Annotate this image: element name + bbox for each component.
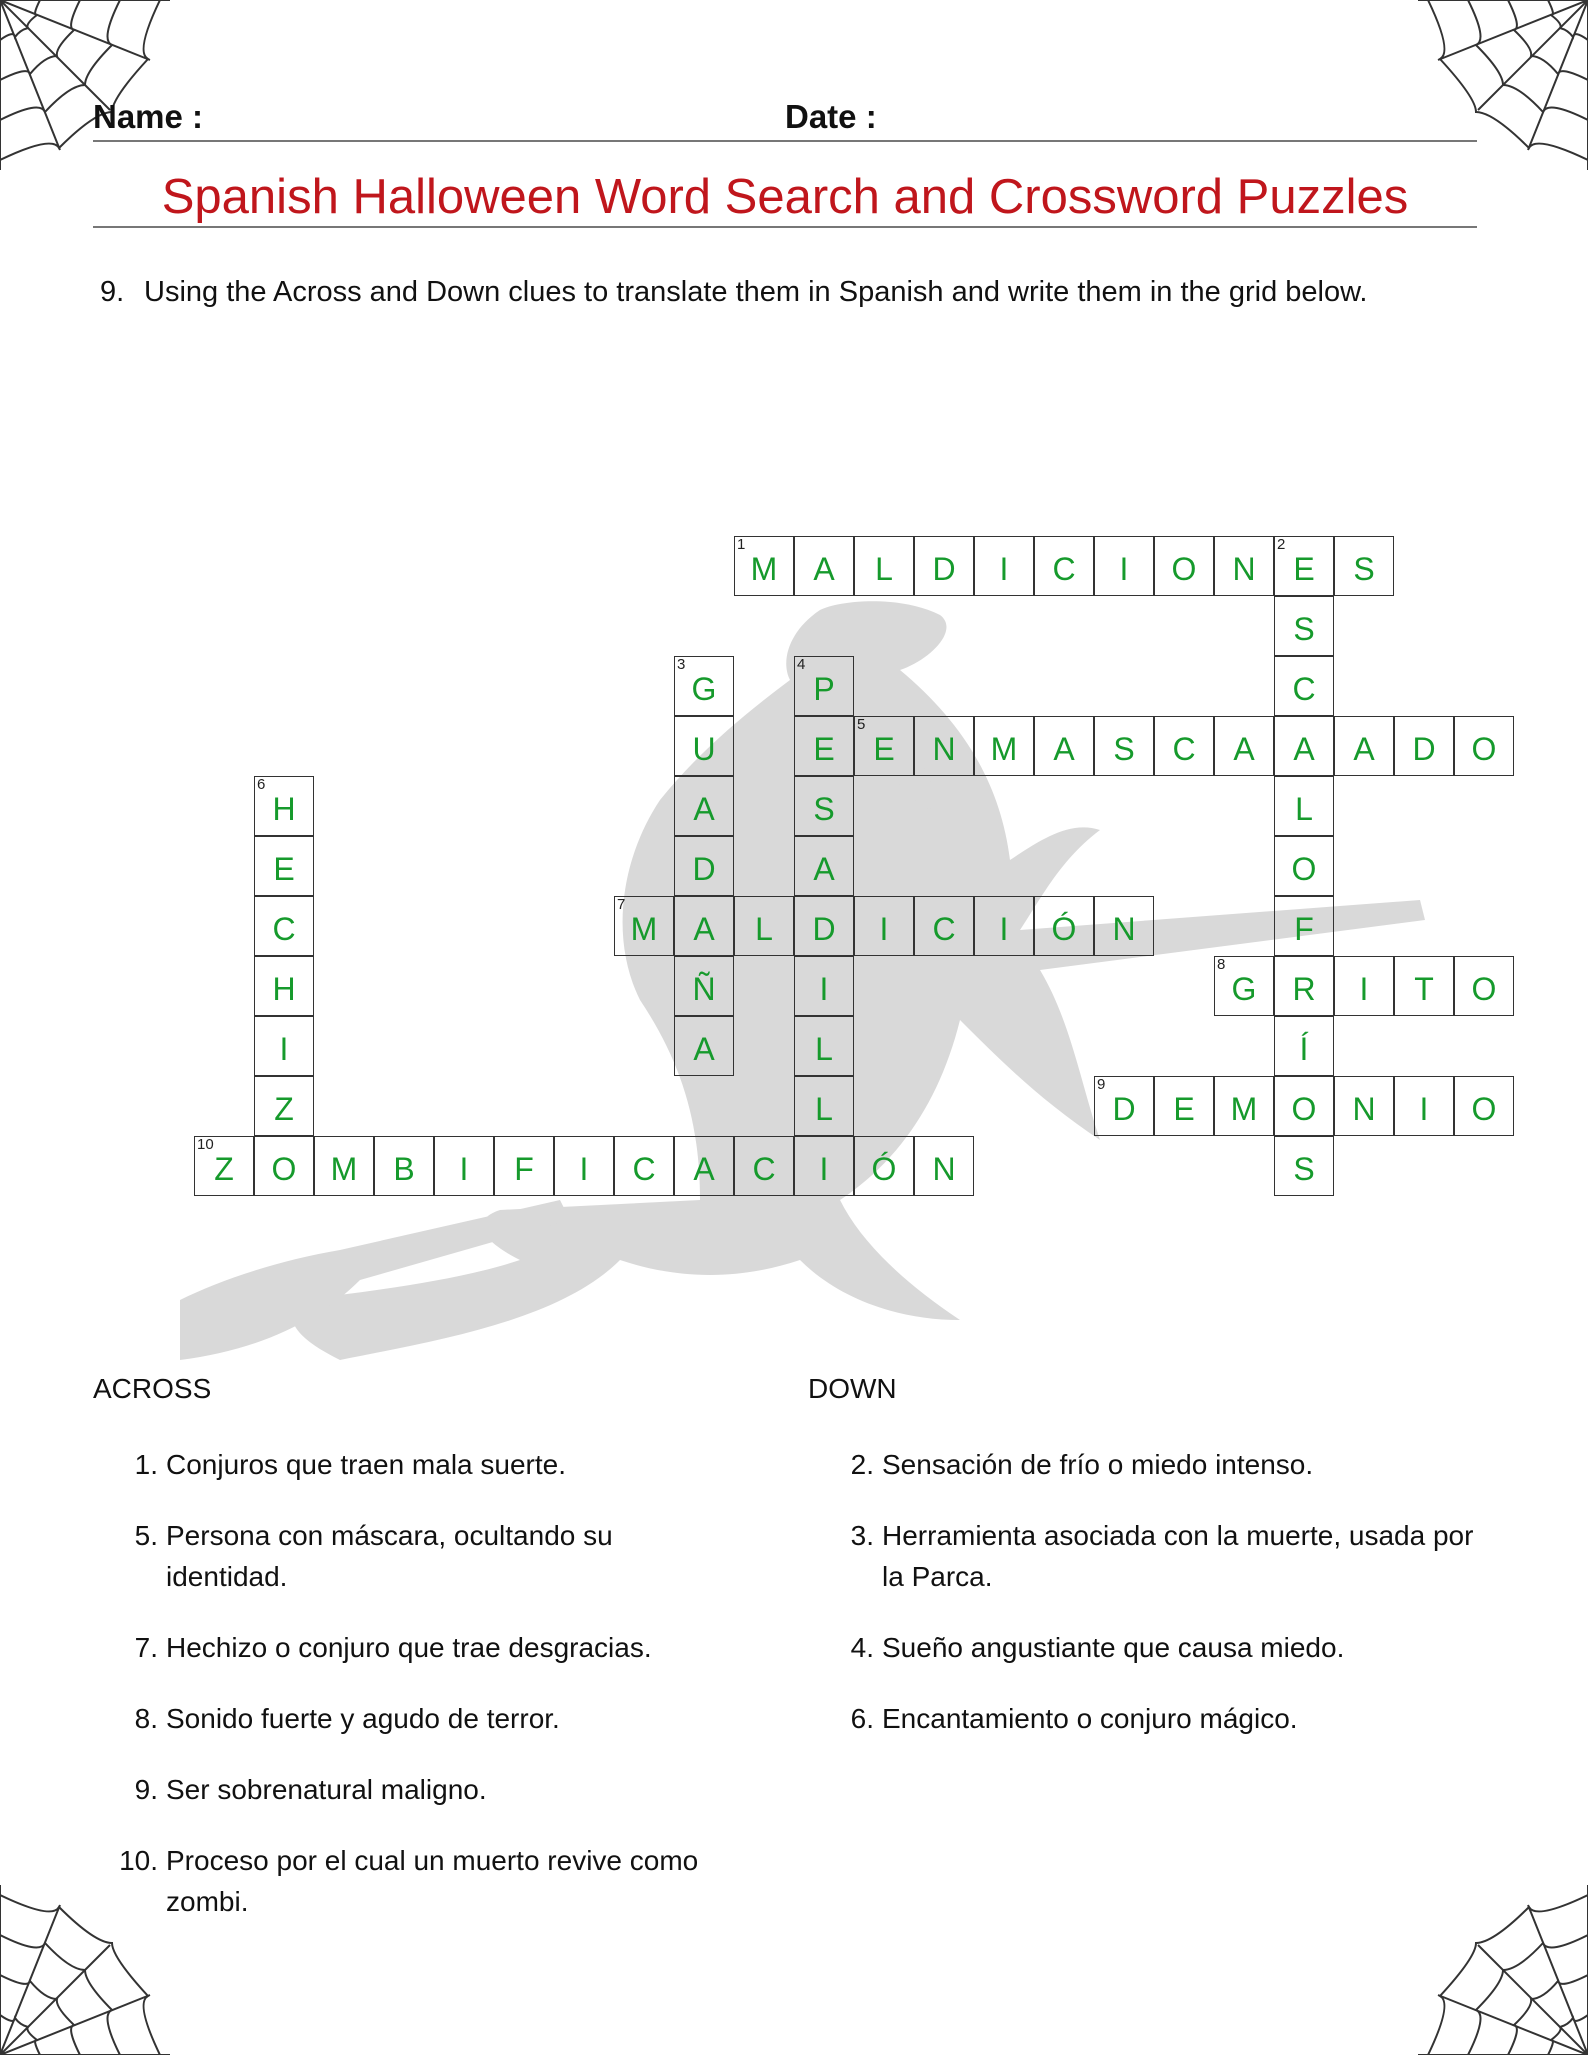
answer-letter: D <box>1112 1091 1136 1127</box>
crossword-cell <box>254 836 314 896</box>
answer-letter: H <box>272 971 296 1007</box>
clue-number: 6. <box>850 1703 874 1734</box>
crossword-cell <box>1274 836 1334 896</box>
answer-letter: O <box>1291 1091 1317 1127</box>
crossword-cell <box>194 1136 254 1196</box>
crossword-cell <box>794 1136 854 1196</box>
clue-text: Proceso por el cual un muerto revive como zombi. <box>166 1845 699 1917</box>
answer-letter: A <box>693 1031 715 1067</box>
answer-letter: N <box>1112 911 1136 947</box>
crossword-cell <box>674 956 734 1016</box>
answer-letter: I <box>819 971 829 1007</box>
clue-number: 7. <box>134 1632 158 1663</box>
crossword-cell <box>854 896 914 956</box>
answer-letter: M <box>990 731 1018 767</box>
clue-number: 8. <box>134 1703 158 1734</box>
crossword-cell <box>1394 956 1454 1016</box>
answer-letter: I <box>279 1031 289 1067</box>
crossword-cell <box>1094 716 1154 776</box>
across-clue <box>134 1769 726 1810</box>
answer-letter: A <box>693 791 715 827</box>
answer-letter: S <box>1293 1151 1315 1187</box>
answer-letter: A <box>1053 731 1075 767</box>
cobweb-icon <box>1418 1885 1588 2055</box>
answer-letter: A <box>1233 731 1255 767</box>
crossword-cell <box>1274 1016 1334 1076</box>
crossword-cell <box>1334 1076 1394 1136</box>
answer-letter: D <box>932 551 956 587</box>
crossword-cell <box>1274 956 1334 1016</box>
crossword-cell <box>1454 956 1514 1016</box>
crossword-cell <box>1454 716 1514 776</box>
answer-letter: I <box>999 551 1009 587</box>
crossword-cell <box>1274 656 1334 716</box>
answer-letter: A <box>1293 731 1315 767</box>
crossword-cell <box>374 1136 434 1196</box>
answer-letter: D <box>812 911 836 947</box>
crossword-cell <box>914 1136 974 1196</box>
crossword-cell <box>1214 956 1274 1016</box>
answer-letter: O <box>1171 551 1197 587</box>
crossword-cell <box>974 716 1034 776</box>
answer-letter: I <box>459 1151 469 1187</box>
crossword-cell <box>914 896 974 956</box>
crossword-cell <box>254 776 314 836</box>
clue-number-marker: 6 <box>257 776 266 793</box>
clue-text: Encantamiento o conjuro mágico. <box>882 1703 1298 1734</box>
crossword-cell <box>1454 1076 1514 1136</box>
crossword-cell <box>1274 1076 1334 1136</box>
clue-number: 9. <box>134 1774 158 1805</box>
crossword-cell <box>554 1136 614 1196</box>
answer-letter: A <box>813 851 835 887</box>
answer-letter: B <box>393 1151 415 1187</box>
crossword-cell <box>614 896 674 956</box>
down-heading: DOWN <box>808 1373 897 1404</box>
clue-number-marker: 2 <box>1277 536 1286 553</box>
crossword-cell <box>854 536 914 596</box>
crossword-cell <box>914 716 974 776</box>
answer-letter: S <box>813 791 835 827</box>
date-label: Date : <box>785 98 877 135</box>
answer-letter: T <box>1414 971 1434 1007</box>
clue-number-marker: 7 <box>617 896 626 913</box>
answer-letter: G <box>691 671 717 707</box>
crossword-cell <box>254 956 314 1016</box>
crossword-cell <box>794 716 854 776</box>
answer-letter: L <box>815 1031 833 1067</box>
answer-letter: M <box>750 551 778 587</box>
clue-text: Ser sobrenatural maligno. <box>166 1774 487 1805</box>
crossword-cell <box>614 1136 674 1196</box>
answer-letter: C <box>632 1151 656 1187</box>
crossword-cell <box>1094 1076 1154 1136</box>
answer-letter: N <box>1232 551 1256 587</box>
answer-letter: A <box>813 551 835 587</box>
answer-letter: C <box>1052 551 1076 587</box>
across-clue <box>134 1627 786 1668</box>
across-heading: ACROSS <box>93 1373 212 1404</box>
answer-letter: E <box>1293 551 1315 587</box>
crossword-cell <box>254 896 314 956</box>
name-label: Name : <box>93 98 204 135</box>
crossword-cell <box>1214 716 1274 776</box>
crossword-cell <box>734 536 794 596</box>
crossword-cell <box>794 956 854 1016</box>
answer-letter: C <box>1172 731 1196 767</box>
crossword-cell <box>974 536 1034 596</box>
answer-letter: Ó <box>871 1151 897 1187</box>
clue-text: Conjuros que traen mala suerte. <box>166 1449 566 1480</box>
answer-letter: O <box>1471 971 1497 1007</box>
answer-letter: Z <box>274 1091 294 1127</box>
clue-number: 4. <box>850 1632 874 1663</box>
crossword-cell <box>434 1136 494 1196</box>
clue-number-marker: 3 <box>677 656 686 673</box>
crossword-cell <box>1274 596 1334 656</box>
crossword-cell <box>1034 536 1094 596</box>
answer-letter: C <box>1292 671 1316 707</box>
crossword-cell <box>1034 716 1094 776</box>
crossword-cell <box>1274 716 1334 776</box>
crossword-cell <box>1334 956 1394 1016</box>
clue-number: 2. <box>850 1449 874 1480</box>
crossword-cell <box>854 716 914 776</box>
crossword-cell <box>674 1016 734 1076</box>
answer-letter: Z <box>214 1151 234 1187</box>
clue-number-marker: 10 <box>197 1136 214 1153</box>
crossword-cell <box>1274 776 1334 836</box>
crossword-cell <box>1334 716 1394 776</box>
crossword-cell <box>734 896 794 956</box>
clue-text: Sensación de frío o miedo intenso. <box>882 1449 1314 1480</box>
answer-letter: I <box>879 911 889 947</box>
crossword-cell <box>1034 896 1094 956</box>
answer-letter: D <box>692 851 716 887</box>
crossword-cell <box>794 656 854 716</box>
down-clue <box>850 1515 1502 1597</box>
crossword-cell <box>1094 536 1154 596</box>
answer-letter: G <box>1231 971 1257 1007</box>
answer-letter: H <box>272 791 296 827</box>
answer-letter: E <box>1173 1091 1195 1127</box>
crossword-cell <box>254 1136 314 1196</box>
crossword-cell <box>734 1136 794 1196</box>
crossword-cell <box>1094 896 1154 956</box>
crossword-cell <box>1214 536 1274 596</box>
answer-letter: I <box>999 911 1009 947</box>
answer-letter: F <box>1294 911 1314 947</box>
answer-letter: I <box>579 1151 589 1187</box>
crossword-cell <box>1154 716 1214 776</box>
crossword-cell <box>1274 536 1334 596</box>
down-clue <box>850 1698 1502 1739</box>
answer-letter: N <box>1352 1091 1376 1127</box>
crossword-cell <box>674 716 734 776</box>
clue-number-marker: 1 <box>737 536 746 553</box>
crossword-cell <box>674 896 734 956</box>
answer-letter: O <box>271 1151 297 1187</box>
clue-number: 3. <box>850 1520 874 1551</box>
answer-letter: N <box>932 1151 956 1187</box>
answer-letter: A <box>1353 731 1375 767</box>
crossword-cell <box>314 1136 374 1196</box>
answer-letter: E <box>273 851 295 887</box>
answer-letter: O <box>1291 851 1317 887</box>
crossword-cell <box>794 836 854 896</box>
crossword-cell <box>1274 1136 1334 1196</box>
clue-number-marker: 8 <box>1217 956 1226 973</box>
clue-text: Sueño angustiante que causa miedo. <box>882 1632 1345 1663</box>
clue-number: 1. <box>134 1449 158 1480</box>
crossword-cell <box>674 836 734 896</box>
answer-letter: M <box>1230 1091 1258 1127</box>
crossword-cell <box>794 776 854 836</box>
answer-letter: C <box>272 911 296 947</box>
answer-letter: A <box>693 911 715 947</box>
crossword-cell <box>974 896 1034 956</box>
crossword-cell <box>794 536 854 596</box>
crossword-cell <box>854 1136 914 1196</box>
answer-letter: E <box>873 731 895 767</box>
crossword-cell <box>1394 716 1454 776</box>
answer-letter: I <box>819 1151 829 1187</box>
answer-letter: M <box>330 1151 358 1187</box>
answer-letter: Ó <box>1051 911 1077 947</box>
answer-letter: I <box>1359 971 1369 1007</box>
answer-letter: L <box>815 1091 833 1127</box>
down-clue <box>850 1627 1502 1668</box>
crossword-cell <box>494 1136 554 1196</box>
clue-number-marker: 5 <box>857 716 866 733</box>
answer-letter: R <box>1292 971 1316 1007</box>
crossword-cell <box>254 1016 314 1076</box>
crossword-cell <box>1334 536 1394 596</box>
across-clue <box>134 1515 726 1597</box>
answer-letter: L <box>1295 791 1313 827</box>
answer-letter: S <box>1293 611 1315 647</box>
crossword-cell <box>1154 1076 1214 1136</box>
answer-letter: M <box>630 911 658 947</box>
answer-letter: Í <box>1299 1031 1309 1067</box>
cobweb-icon <box>0 1885 170 2055</box>
crossword-cell <box>674 656 734 716</box>
crossword-cell <box>674 1136 734 1196</box>
crossword-cell <box>914 536 974 596</box>
answer-letter: Ñ <box>692 971 716 1007</box>
clue-text: Persona con máscara, ocultando su identidad. <box>166 1520 613 1592</box>
answer-letter: C <box>752 1151 776 1187</box>
answer-letter: A <box>693 1151 715 1187</box>
clue-number-marker: 4 <box>797 656 806 673</box>
instruction-text: Using the Across and Down clues to translate them in Spanish and write them in the grid below. <box>144 276 1368 308</box>
clue-number: 10. <box>119 1845 158 1876</box>
clue-text: Sonido fuerte y agudo de terror. <box>166 1703 560 1734</box>
clue-number-marker: 9 <box>1097 1076 1106 1093</box>
answer-letter: O <box>1471 731 1497 767</box>
answer-letter: N <box>932 731 956 767</box>
clue-number: 5. <box>134 1520 158 1551</box>
crossword-cell <box>1394 1076 1454 1136</box>
crossword-cell <box>794 1016 854 1076</box>
across-clue <box>119 1840 786 1922</box>
answer-letter: P <box>813 671 835 707</box>
answer-letter: O <box>1471 1091 1497 1127</box>
crossword-cell <box>254 1076 314 1136</box>
clue-text: Herramienta asociada con la muerte, usada por la Parca. <box>882 1520 1474 1592</box>
answer-letter: D <box>1412 731 1436 767</box>
crossword-cell <box>674 776 734 836</box>
down-clue <box>850 1444 1502 1485</box>
answer-letter: I <box>1119 551 1129 587</box>
answer-letter: E <box>813 731 835 767</box>
crossword-cell <box>794 896 854 956</box>
crossword-cell <box>794 1076 854 1136</box>
crossword-cell <box>1154 536 1214 596</box>
crossword-cell <box>1214 1076 1274 1136</box>
answer-letter: I <box>1419 1091 1429 1127</box>
clue-text: Hechizo o conjuro que trae desgracias. <box>166 1632 652 1663</box>
answer-letter: U <box>692 731 716 767</box>
instruction-number: 9. <box>100 276 125 308</box>
across-clue <box>134 1444 726 1485</box>
page-title: Spanish Halloween Word Search and Crossword Puzzles <box>93 168 1477 228</box>
across-clue <box>134 1698 726 1739</box>
answer-letter: L <box>755 911 773 947</box>
answer-letter: F <box>514 1151 534 1187</box>
answer-letter: C <box>932 911 956 947</box>
crossword-cell <box>1274 896 1334 956</box>
answer-letter: L <box>875 551 893 587</box>
answer-letter: S <box>1113 731 1135 767</box>
answer-letter: S <box>1353 551 1375 587</box>
